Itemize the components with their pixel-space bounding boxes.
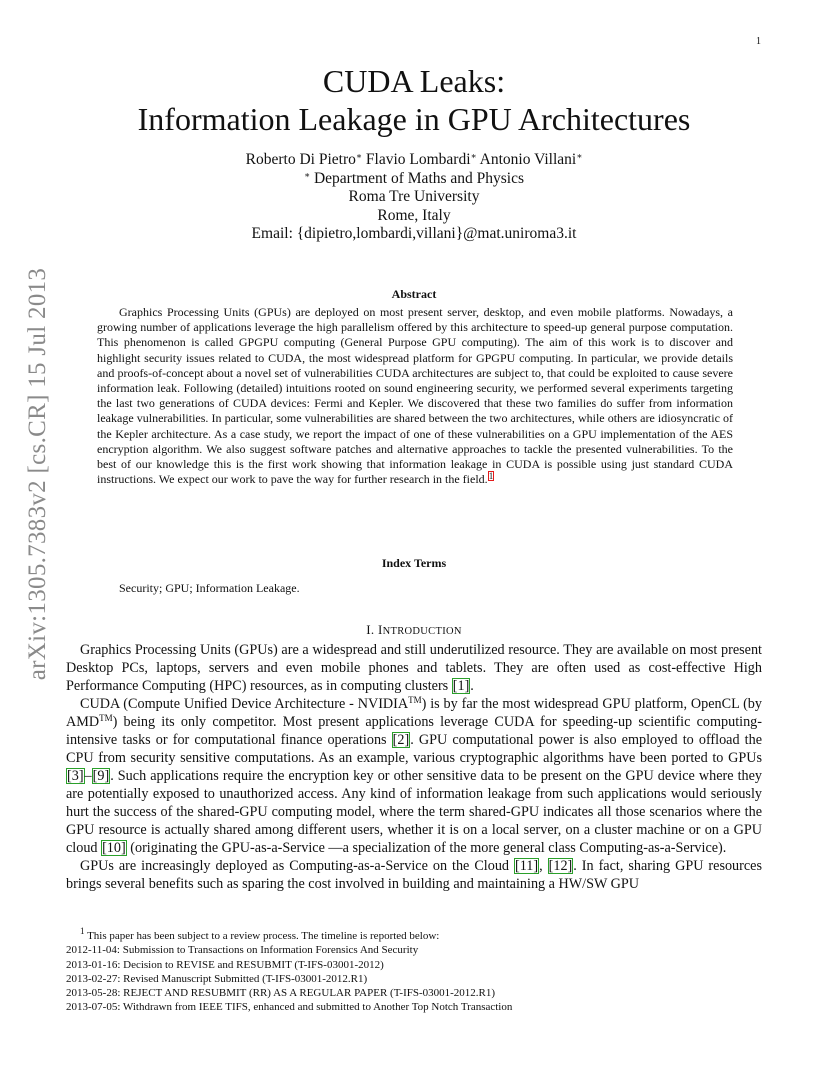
index-terms-heading: Index Terms	[381, 556, 447, 570]
citation-link[interactable]: [11]	[514, 858, 539, 874]
affiliation-marker: ∗	[303, 169, 311, 180]
text-run: ) is by far the most widespread GPU platform, OpenCL (by AMD	[66, 696, 762, 730]
paragraph-2	[66, 695, 762, 857]
text-run: Graphics Processing Units (GPUs) are a widespread and still underutilized resource. They are available on most present Desktop PCs, laptops, servers and even mobile phones and tablets. They are often used as cost-effective High Performance Computing (HPC) resources, as in computing clusters	[66, 642, 762, 694]
abstract-heading: Abstract	[391, 287, 437, 301]
citation-link[interactable]: [12]	[548, 858, 573, 874]
trademark-mark: TM	[408, 695, 422, 705]
timeline-entry: 2013-05-28: REJECT AND RESUBMIT (RR) AS A REGULAR PAPER (T-IFS-03001-2012.R1)	[66, 987, 496, 1000]
citation-link[interactable]: [10]	[102, 840, 126, 856]
footnote-link[interactable]: 1	[488, 471, 494, 482]
arxiv-identifier-stamp: arXiv:1305.7383v2 [cs.CR] 15 Jul 2013	[24, 267, 51, 681]
author-1: Roberto Di Pietro	[245, 151, 356, 168]
section-title-rest: NTRODUCTION	[382, 626, 462, 637]
author-email: Email: {dipietro,lombardi,villani}@mat.uniroma3.it	[251, 225, 577, 242]
paragraph-1	[66, 641, 762, 695]
index-terms-text: Security; GPU; Information Leakage.	[119, 581, 300, 595]
affiliation-location: Rome, Italy	[377, 206, 451, 224]
author-2: Flavio Lombardi	[365, 151, 471, 168]
title-line-1: CUDA Leaks:	[322, 63, 506, 99]
section-title-initial: I	[377, 622, 383, 637]
text-run: . GPU computational power is also employed to offload the CPU from security sensitive computations. As an example, various cryptographic algorithms have been ported to GPUs	[66, 732, 763, 766]
introduction-body	[66, 641, 762, 893]
trademark-mark: TM	[99, 713, 113, 723]
text-run: ) being its only competitor. Most present applications leverage CUDA for speeding-up scientific computing-intensive tasks or for computational finance operations	[66, 714, 762, 748]
paper-title	[0, 62, 828, 138]
section-number: I.	[366, 622, 375, 637]
author-block	[0, 151, 828, 244]
author-names	[0, 151, 828, 170]
citation-link[interactable]: [2]	[392, 732, 410, 748]
author-3: Antonio Villani	[479, 151, 577, 168]
text-run: .	[470, 678, 474, 694]
text-run: GPUs are increasingly deployed as Computing-as-a-Service on the Cloud	[80, 858, 514, 874]
section-heading-introduction	[0, 622, 828, 638]
citation-link[interactable]: [3]	[67, 768, 84, 784]
timeline-entry: 2012-11-04: Submission to Transactions on Information Forensics And Security	[66, 944, 419, 957]
text-run: . Such applications require the encryption key or other sensitive data to be present on the GPU device where they are potentially exposed to unauthorized access. Any kind of information leakage from such applications would seriously hurt the success of the shared-GPU computing model, where the term shared-GPU indicates all those scenarios where the GPU resource is actually shared among different users, whether it is on a local server, on a cluster machine or on a GPU cloud	[66, 768, 762, 856]
abstract-text	[97, 305, 733, 487]
citation-link[interactable]: [1]	[452, 678, 470, 694]
abstract-body: Graphics Processing Units (GPUs) are deployed on most present server, desktop, and even mobile platforms. Nowadays, a growing number of applications leverage the high parallelism offered by this architecture to speed-up general purpose computation. This phenomenon is called GPGPU computing (General Purpose GPU computing). The aim of this work is to discover and highlight security issues related to CUDA, the most widespread platform for GPGPU computing. In particular, we provide details and proofs-of-concept about a novel set of vulnerabilities CUDA architectures are subject to, that could be exploited to cause severe information leak. Following (detailed) intuitions rooted on sound engineering security, we performed several experiments targeting the last two generations of CUDA devices: Fermi and Kepler. We discovered that these two families do suffer from information leakage vulnerabilities. In particular, some vulnerabilities are shared between the two architectures, while others are idiosyncratic of the Kepler architecture. As a case study, we report the impact of one of these vulnerabilities on a GPU implementation of the AES encryption algorithm. We also suggest software patches and alternative approaches to tackle the presented vulnerabilities. To the best of our knowledge this is the first work showing that information leakage in CUDA is possible using just standard CUDA instructions. We expect our work to pave the way for further research in the field.	[97, 305, 733, 487]
affiliation-marker: ∗	[470, 151, 477, 161]
text-run: (originating the GPU-as-a-Service —a specialization of the more general class Computing-as-a-Service).	[126, 840, 727, 856]
affiliation-university: Roma Tre University	[348, 188, 480, 205]
text-run: . In fact, sharing GPU resources brings several benefits such as sparing the cost involved in building and maintaining a HW/SW GPU	[66, 858, 762, 892]
affiliation-marker: ∗	[355, 151, 363, 161]
timeline-entry: 2013-07-05: Withdrawn from IEEE TIFS, enhanced and submitted to Another Top Notch Transaction	[66, 1001, 513, 1014]
text-run: –	[84, 768, 92, 784]
timeline-entry: 2013-02-27: Revised Manuscript Submitted (T-IFS-03001-2012.R1)	[66, 972, 368, 985]
footnote-1	[66, 926, 766, 943]
text-run: CUDA (Compute Unified Device Architecture - NVIDIA	[80, 696, 409, 712]
citation-link[interactable]: [9]	[92, 768, 110, 784]
page-number: 1	[756, 36, 761, 47]
text-run: ,	[539, 858, 548, 874]
footnote-section	[66, 926, 766, 1015]
footnote-marker: 1	[80, 926, 85, 936]
department-text: Department of Maths and Physics	[313, 169, 525, 187]
affiliation-department	[0, 170, 828, 189]
affiliation-marker: ∗	[576, 151, 583, 161]
paragraph-3	[66, 857, 762, 893]
footnote-intro: This paper has been subject to a review process. The timeline is reported below:	[87, 930, 440, 942]
timeline-entry: 2013-01-16: Decision to REVISE and RESUBMIT (T-IFS-03001-2012)	[66, 958, 384, 971]
title-line-2: Information Leakage in GPU Architectures	[137, 101, 691, 137]
